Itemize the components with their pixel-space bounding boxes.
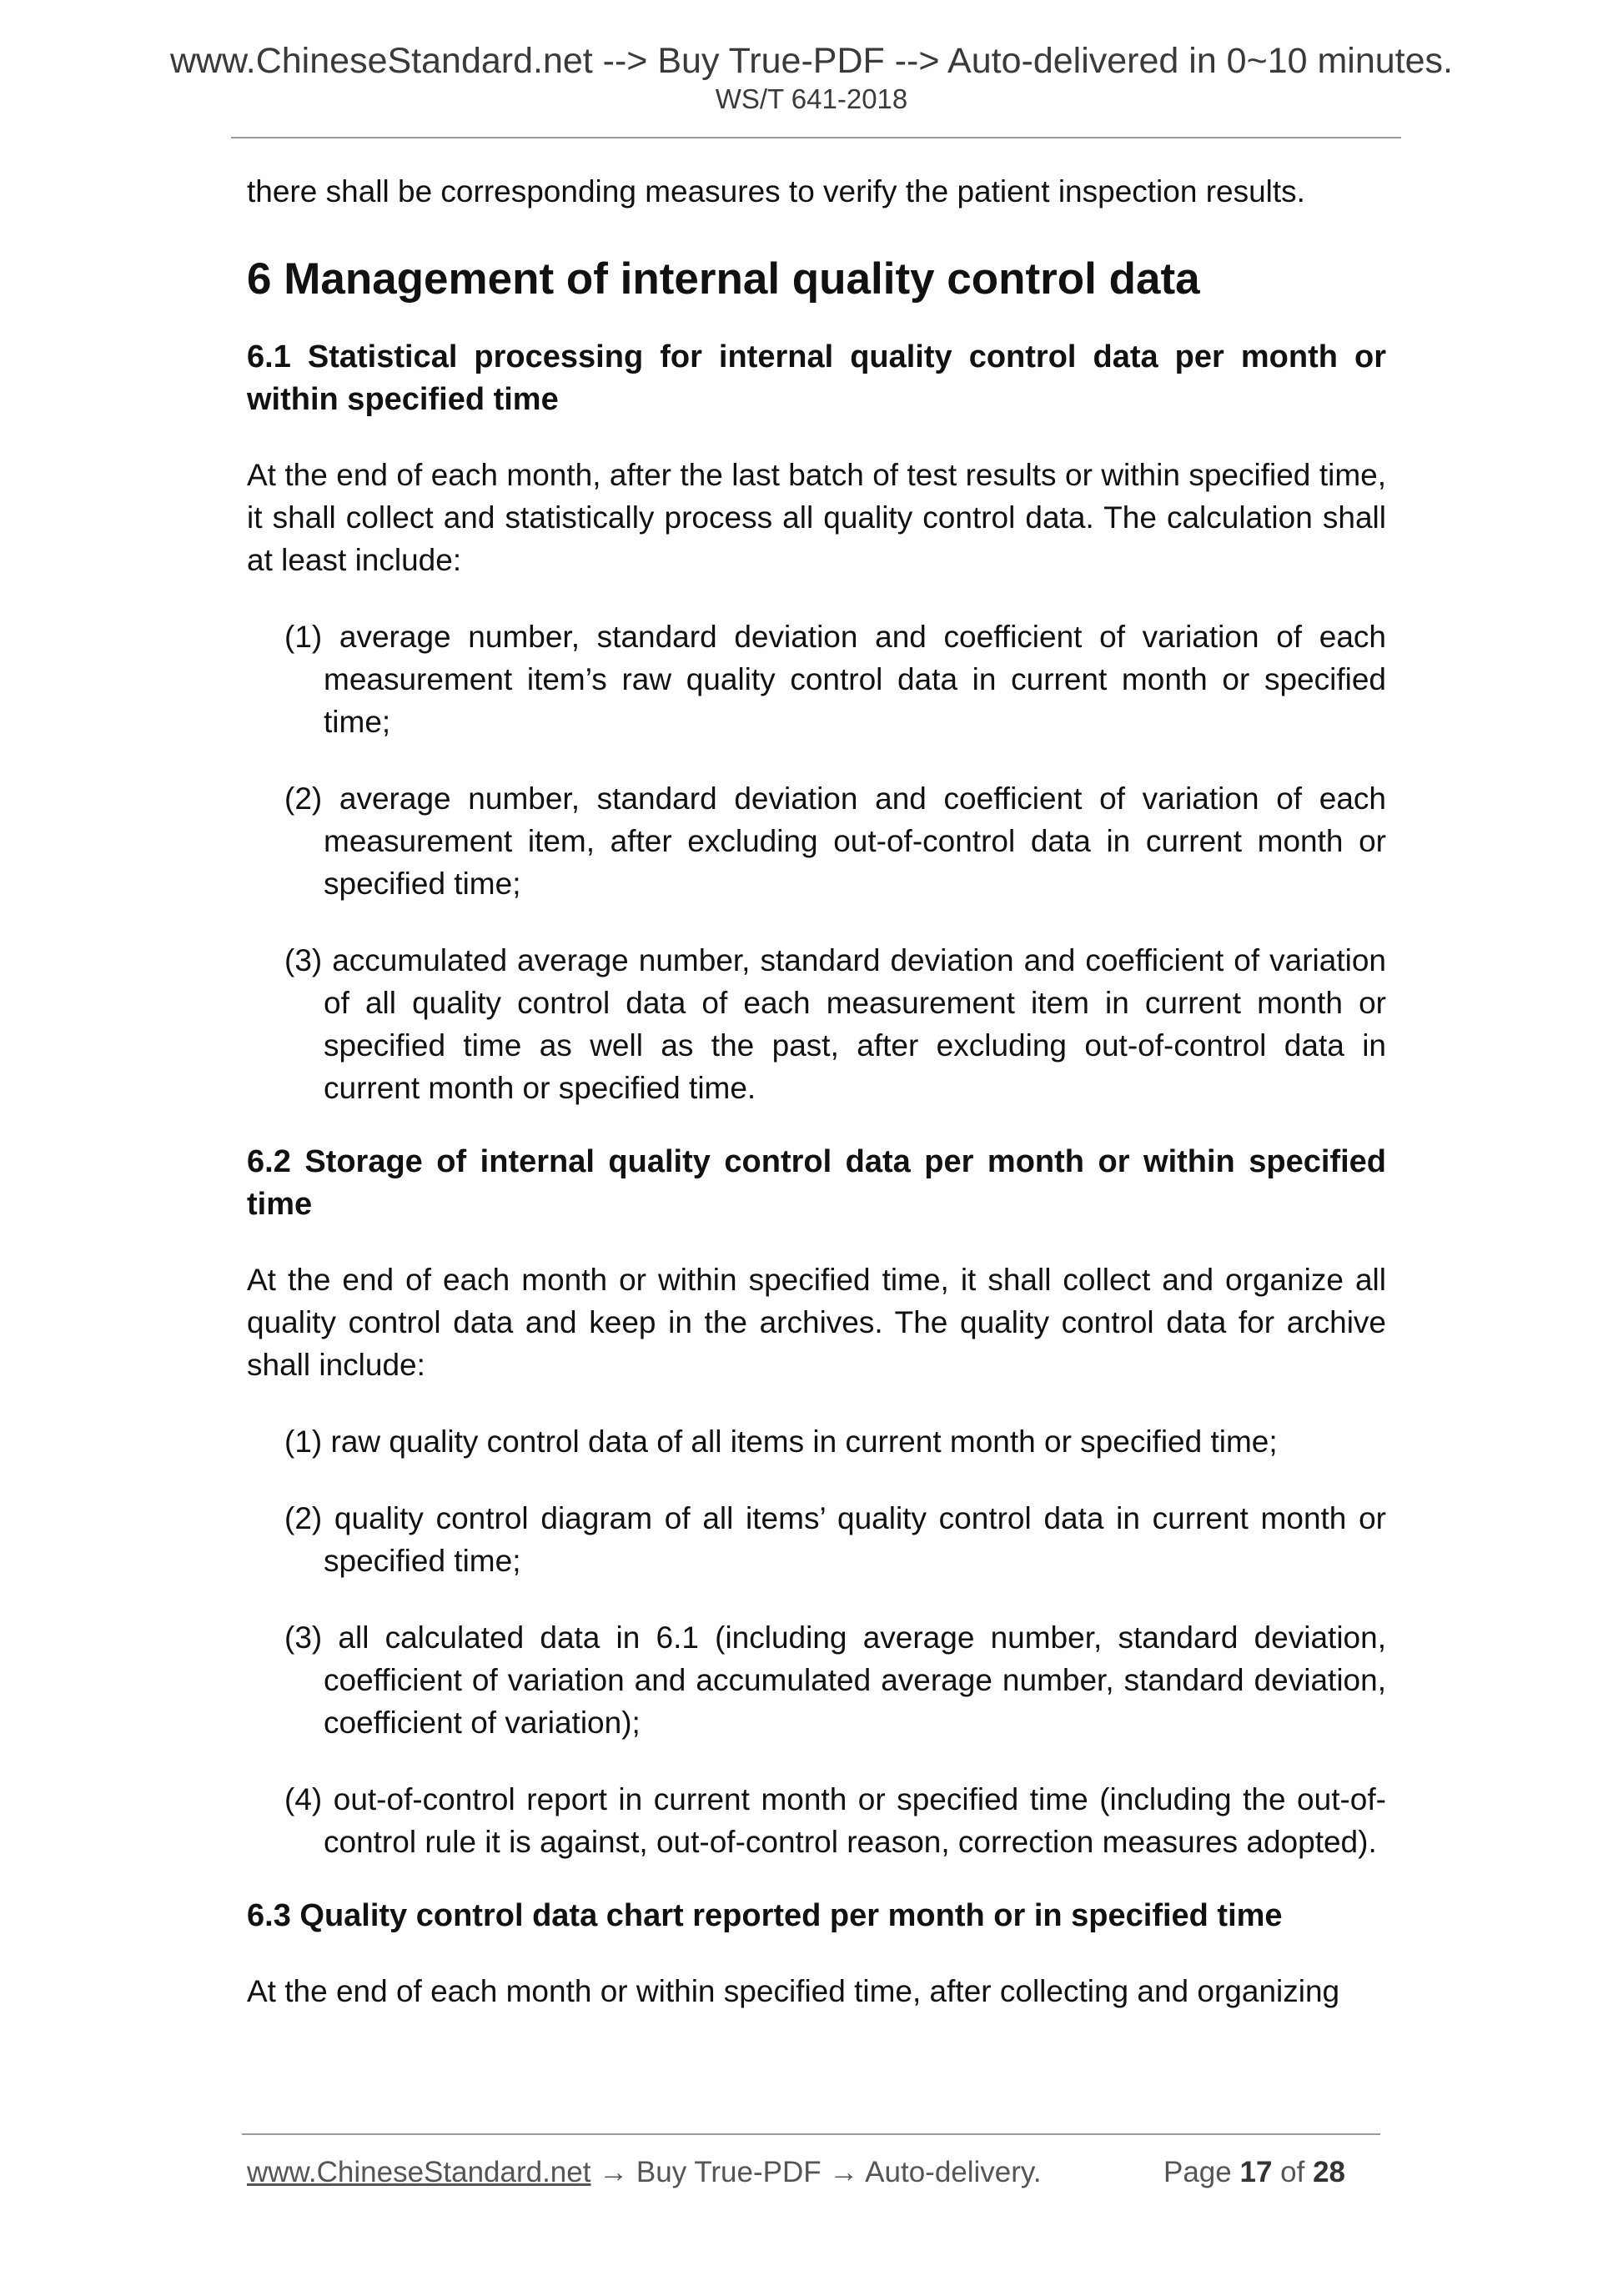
total-pages: 28 [1313,2156,1346,2188]
section-6-2-title: 6.2 Storage of internal quality control data per month or within specified time [247,1144,1386,1222]
section-6-2-text: At the end of each month or within specified time, it shall collect and organize all quality control data and keep in the archives. The quality control data for archive shall include: [247,1263,1386,1382]
page-indicator [1163,2154,1345,2191]
list-item: (2) average number, standard deviation and coefficient of variation of each measurement item, after excluding out-of-control data in current month or specified time; [284,781,1386,901]
section-6-1-title: 6.1 Statistical processing for internal quality control data per month or within specified time [247,339,1386,417]
footer-site-link[interactable]: www.ChineseStandard.net [247,2156,591,2188]
list-item: (2) quality control diagram of all items’ quality control data in current month or specified time; [284,1501,1386,1578]
footer-divider [242,2133,1380,2135]
section-6-1-text: At the end of each month, after the last batch of test results or within specified time, it shall collect and statistically process all quality control data. The calculation shall at least include: [247,458,1386,577]
footer-promo [247,2154,1042,2191]
list-item: (3) accumulated average number, standard deviation and coefficient of variation of all quality control data of each measurement item in current month or specified time as well as the past, after excluding out-of-control data in current month or specified time. [284,943,1386,1105]
section-6-title: 6 Management of internal quality control data [247,254,1200,304]
section-6-2-list [247,1420,1386,1863]
page-number: 17 [1239,2156,1273,2188]
list-item: (1) average number, standard deviation and coefficient of variation of each measurement item’s raw quality control data in current month or specified time; [284,620,1386,739]
page-label: Page [1163,2156,1232,2188]
header-divider [231,137,1401,138]
list-item: (3) all calculated data in 6.1 (including average number, standard deviation, coefficient of variation and accumulated average number, standard deviation, coefficient of variation); [284,1620,1386,1740]
page-content [247,170,1386,2012]
section-6-3-title: 6.3 Quality control data chart reported per month or in specified time [247,1898,1283,1933]
list-item: (1) raw quality control data of all items in current month or specified time; [284,1424,1278,1459]
section-6-3-text: At the end of each month or within specified time, after collecting and organizing [247,1974,1340,2008]
site-banner: www.ChineseStandard.net --> Buy True-PDF --> Auto-delivered in 0~10 minutes. [169,41,1453,81]
of-label: of [1280,2156,1305,2188]
list-item: (4) out-of-control report in current month or specified time (including the out-of-control rule it is against, out-of-control reason, correction measures adopted). [284,1782,1386,1859]
section-6-1-list [247,615,1386,1109]
intro-line: there shall be corresponding measures to verify the patient inspection results. [247,174,1305,208]
footer-tagline: → Buy True-PDF → Auto-delivery. [590,2156,1042,2188]
standard-code: WS/T 641-2018 [715,83,908,114]
